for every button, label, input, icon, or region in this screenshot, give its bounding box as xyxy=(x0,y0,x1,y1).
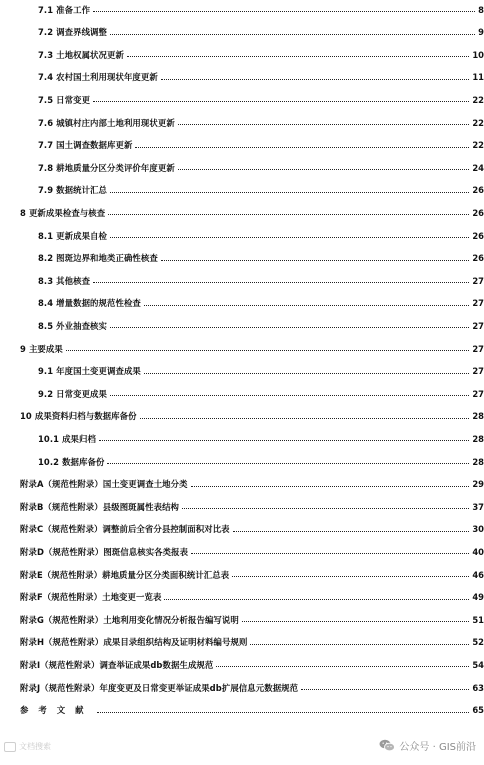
toc-entry-label: 8 更新成果检查与核查 xyxy=(20,207,106,218)
toc-entry-label: 8.3 其他核查 xyxy=(38,275,91,286)
toc-entry-label: 8.5 外业抽查核实 xyxy=(38,320,108,331)
dot-leader xyxy=(233,531,470,532)
toc-entry[interactable] xyxy=(0,497,484,511)
toc-entry-page: 40 xyxy=(472,546,484,557)
toc-entry-label: 7.3 土地权属状况更新 xyxy=(38,49,124,60)
toc-entry-page: 27 xyxy=(472,298,484,309)
toc-entry-page: 37 xyxy=(472,501,484,512)
toc-entry-page: 28 xyxy=(472,456,484,467)
dot-leader xyxy=(161,260,469,261)
toc-entry-page: 27 xyxy=(472,320,484,331)
toc-entry-label: 8.2 图斑边界和地类正确性核查 xyxy=(38,253,158,264)
dot-leader xyxy=(108,214,469,215)
toc-entry-label: 9.1 年度国土变更调查成果 xyxy=(38,366,141,377)
toc-entry-page: 11 xyxy=(472,72,484,83)
toc-entry[interactable] xyxy=(0,633,484,647)
toc-entry-label: 附录H（规范性附录）成果目录组织结构及证明材料编号规则 xyxy=(20,637,248,648)
toc-entry[interactable] xyxy=(0,113,484,127)
toc-entry-page: 49 xyxy=(472,592,484,603)
toc-entry[interactable] xyxy=(0,23,484,37)
toc-entry[interactable] xyxy=(0,90,484,104)
toc-entry-page: 10 xyxy=(472,49,484,60)
toc-entry-label: 7.9 数据统计汇总 xyxy=(38,185,108,196)
dot-leader xyxy=(110,192,469,193)
toc-entry[interactable] xyxy=(0,429,484,443)
dot-leader xyxy=(93,11,475,12)
toc-entry[interactable] xyxy=(0,384,484,398)
dot-leader xyxy=(232,576,469,577)
toc-entry[interactable] xyxy=(0,203,484,217)
toc-entry-page: 27 xyxy=(472,366,484,377)
toc-entry-label: 8.1 更新成果自检 xyxy=(38,230,108,241)
toc-entry-page: 52 xyxy=(472,637,484,648)
toc-entry-label: 9.2 日常变更成果 xyxy=(38,388,108,399)
toc-entry-label: 7.5 日常变更 xyxy=(38,94,91,105)
toc-entry-label: 9 主要成果 xyxy=(20,343,63,354)
toc-entry-page: 65 xyxy=(472,705,484,716)
toc-entry[interactable] xyxy=(0,68,484,82)
toc-entry-page: 63 xyxy=(472,682,484,693)
toc-entry-label: 7.2 调查界线调整 xyxy=(38,27,108,38)
toc-entry[interactable] xyxy=(0,294,484,308)
toc-entry-page: 26 xyxy=(472,230,484,241)
toc-entry-page: 9 xyxy=(478,27,484,38)
toc-entry[interactable] xyxy=(0,520,484,534)
toc-entry-label: 7.8 耕地质量分区分类评价年度更新 xyxy=(38,162,175,173)
toc-entry[interactable] xyxy=(0,362,484,376)
watermark-right xyxy=(379,738,476,753)
toc-entry-label: 附录J（规范性附录）年度变更及日常变更举证成果db扩展信息元数据规范 xyxy=(20,682,299,693)
dot-leader xyxy=(242,621,469,622)
toc-entry-page: 30 xyxy=(472,524,484,535)
dot-leader xyxy=(66,350,470,351)
toc-entry[interactable] xyxy=(0,339,484,353)
dot-leader xyxy=(107,463,469,464)
dot-leader xyxy=(191,553,469,554)
dot-leader xyxy=(110,34,475,35)
dot-leader xyxy=(99,440,469,441)
toc-entry-label: 7.4 农村国土利用现状年度更新 xyxy=(38,72,158,83)
toc-entry-page: 51 xyxy=(472,614,484,625)
dot-leader xyxy=(161,79,469,80)
toc-entry-page: 8 xyxy=(478,4,484,15)
watermark-left-text: 文档搜索 xyxy=(19,742,51,751)
toc-entry[interactable] xyxy=(0,610,484,624)
toc-entry-label: 附录I（规范性附录）调查举证成果db数据生成规范 xyxy=(20,659,214,670)
toc-entry-page: 28 xyxy=(472,411,484,422)
toc-entry-label: 附录F（规范性附录）土地变更一览表 xyxy=(20,592,162,603)
dot-leader xyxy=(182,508,469,509)
toc-entry[interactable] xyxy=(0,655,484,669)
toc-entry-label: 7.1 准备工作 xyxy=(38,4,91,15)
toc-entry-page: 28 xyxy=(472,433,484,444)
dot-leader xyxy=(135,147,469,148)
dot-leader xyxy=(301,689,469,690)
toc-entry[interactable] xyxy=(0,542,484,556)
toc-entry[interactable] xyxy=(0,0,484,14)
toc-entry-page: 27 xyxy=(472,388,484,399)
toc-entry[interactable] xyxy=(0,452,484,466)
toc-entry-label: 附录D（规范性附录）图斑信息核实各类报表 xyxy=(20,546,189,557)
toc-entry-label: 10.1 成果归档 xyxy=(38,433,96,444)
dot-leader xyxy=(93,101,469,102)
toc-entry-label: 8.4 增量数据的规范性检查 xyxy=(38,298,141,309)
dot-leader xyxy=(110,237,469,238)
toc-entry[interactable] xyxy=(0,158,484,172)
toc-entry-page: 22 xyxy=(472,94,484,105)
toc-entry[interactable] xyxy=(0,249,484,263)
toc-entry-page: 54 xyxy=(472,659,484,670)
toc-entry-label: 10.2 数据库备份 xyxy=(38,456,105,467)
dot-leader xyxy=(178,169,470,170)
toc-entry[interactable] xyxy=(0,316,484,330)
dot-leader xyxy=(140,418,470,419)
dot-leader xyxy=(144,373,469,374)
toc-entry-page: 27 xyxy=(472,343,484,354)
dot-leader xyxy=(250,644,469,645)
toc-entry-label: 7.7 国土调查数据库更新 xyxy=(38,140,133,151)
toc-entry-page: 26 xyxy=(472,207,484,218)
toc-entry-page: 22 xyxy=(472,140,484,151)
toc-entry[interactable] xyxy=(0,565,484,579)
toc-entry-label: 附录C（规范性附录）调整前后全省分县控制面积对比表 xyxy=(20,524,230,535)
toc-entry-page: 26 xyxy=(472,185,484,196)
toc-entry[interactable] xyxy=(0,136,484,150)
toc-entry-page: 46 xyxy=(472,569,484,580)
toc-entry-page: 27 xyxy=(472,275,484,286)
toc-entry-label: 附录A（规范性附录）国土变更调查土地分类 xyxy=(20,479,188,490)
dot-leader xyxy=(216,666,469,667)
toc-entry[interactable] xyxy=(0,678,484,692)
dot-leader xyxy=(127,56,469,57)
toc-entry-label: 附录B（规范性附录）县级图斑属性表结构 xyxy=(20,501,180,512)
toc-entry-label: 参考文献 xyxy=(20,705,94,716)
document-icon xyxy=(4,742,16,752)
dot-leader xyxy=(144,305,469,306)
wechat-icon xyxy=(379,739,395,752)
dot-leader xyxy=(97,712,470,713)
toc-entry[interactable] xyxy=(0,181,484,195)
toc-entry-label: 附录E（规范性附录）耕地质量分区分类面积统计汇总表 xyxy=(20,569,230,580)
toc-entry[interactable] xyxy=(0,271,484,285)
dot-leader xyxy=(110,327,469,328)
toc-entry-label: 7.6 城镇村庄内部土地利用现状更新 xyxy=(38,117,175,128)
toc-entry-page: 22 xyxy=(472,117,484,128)
toc-entry[interactable] xyxy=(0,588,484,602)
watermark-right-text: 公众号 · GIS前沿 xyxy=(399,742,476,753)
dot-leader xyxy=(93,282,469,283)
watermark-left xyxy=(4,741,51,752)
toc-entry-page: 26 xyxy=(472,253,484,264)
dot-leader xyxy=(110,395,469,396)
toc-entry[interactable] xyxy=(0,407,484,421)
dot-leader xyxy=(191,486,470,487)
toc-entry[interactable] xyxy=(0,45,484,59)
toc-entry-label: 附录G（规范性附录）土地利用变化情况分析报告编写说明 xyxy=(20,614,239,625)
dot-leader xyxy=(164,599,469,600)
toc-entry-page: 24 xyxy=(472,162,484,173)
toc-entry-page: 29 xyxy=(472,479,484,490)
toc-entry[interactable] xyxy=(0,701,484,715)
dot-leader xyxy=(178,124,470,125)
toc-entry[interactable] xyxy=(0,226,484,240)
toc-entry-label: 10 成果资料归档与数据库备份 xyxy=(20,411,137,422)
toc-entry[interactable] xyxy=(0,475,484,489)
